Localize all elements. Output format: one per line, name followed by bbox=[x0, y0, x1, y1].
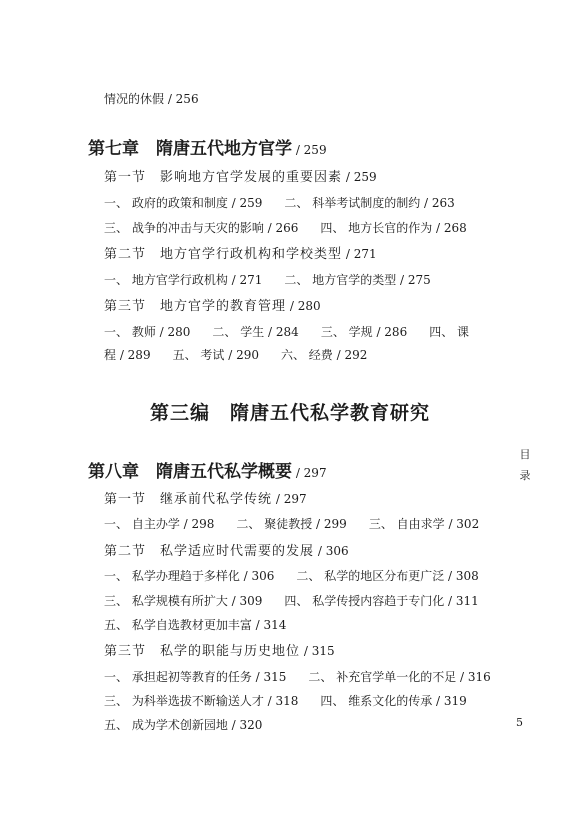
toc-entry: 三、 学规 / 286 bbox=[320, 325, 408, 339]
toc-entry: 一、 承担起初等教育的任务 / 315 bbox=[104, 670, 287, 684]
page-ref: / 271 bbox=[342, 247, 377, 261]
toc-entry: 一、 私学办理趋于多样化 / 306 bbox=[104, 569, 275, 583]
toc-entry-line bbox=[104, 323, 469, 340]
page-ref: / 280 bbox=[286, 299, 321, 313]
toc-entry-line bbox=[104, 692, 467, 709]
page-ref: / 315 bbox=[300, 644, 335, 658]
toc-entry-line bbox=[104, 515, 479, 532]
toc-entry: 一、 地方官学行政机构 / 271 bbox=[104, 273, 263, 287]
page-ref: / 259 bbox=[342, 170, 377, 184]
section-title: 第三节 私学的职能与历史地位 bbox=[104, 644, 301, 659]
chapter-title: 第七章 隋唐五代地方官学 bbox=[88, 139, 292, 159]
section-heading bbox=[104, 640, 335, 659]
section-heading bbox=[104, 295, 321, 314]
toc-entry: 二、 学生 / 284 bbox=[212, 325, 299, 339]
page-number: 5 bbox=[516, 716, 523, 729]
section-title: 第二节 地方官学行政机构和学校类型 bbox=[104, 247, 343, 262]
toc-entry: 五、 私学自选教材更加丰富 / 314 bbox=[104, 618, 287, 632]
toc-entry-line bbox=[104, 194, 455, 211]
toc-entry: 三、 为科举选拔不断输送人才 / 318 bbox=[104, 694, 299, 708]
toc-entry: 四、 私学传授内容趋于专门化 / 311 bbox=[284, 594, 479, 608]
margin-section-label bbox=[518, 444, 532, 486]
chapter-heading bbox=[88, 134, 327, 159]
section-title: 第一节 影响地方官学发展的重要因素 bbox=[104, 170, 343, 185]
toc-entry: 四、 地方长官的作为 / 268 bbox=[320, 221, 467, 235]
toc-entry: 二、 科举考试制度的制约 / 263 bbox=[284, 196, 455, 210]
toc-entry: 一、 教师 / 280 bbox=[104, 325, 191, 339]
section-heading bbox=[104, 166, 377, 185]
toc-entry-line bbox=[104, 346, 367, 363]
chapter-heading bbox=[88, 457, 327, 482]
page-ref: / 259 bbox=[292, 143, 327, 157]
chapter-title: 第八章 隋唐五代私学概要 bbox=[88, 462, 292, 482]
section-title: 第一节 继承前代私学传统 bbox=[104, 492, 273, 507]
section-title: 第二节 私学适应时代需要的发展 bbox=[104, 544, 315, 559]
toc-entry: 程 / 289 bbox=[104, 348, 151, 362]
toc-entry-line bbox=[104, 567, 479, 584]
toc-entry: 三、 自由求学 / 302 bbox=[368, 517, 480, 531]
toc-entry-line bbox=[104, 219, 467, 236]
toc-entry: 四、 维系文化的传承 / 319 bbox=[320, 694, 467, 708]
toc-entry-line bbox=[104, 271, 431, 288]
section-title: 第三节 地方官学的教育管理 bbox=[104, 299, 287, 314]
page-ref: / 306 bbox=[314, 544, 349, 558]
toc-entry: 五、 考试 / 290 bbox=[172, 348, 259, 362]
toc-entry: 三、 私学规模有所扩大 / 309 bbox=[104, 594, 263, 608]
page-ref: / 297 bbox=[272, 492, 307, 506]
section-heading bbox=[104, 488, 307, 507]
toc-entry-line bbox=[104, 592, 479, 609]
margin-label-char: 录 bbox=[519, 469, 531, 482]
page-ref: / 297 bbox=[292, 466, 327, 480]
toc-entry: 一、 自主办学 / 298 bbox=[104, 517, 215, 531]
toc-entry: 六、 经费 / 292 bbox=[280, 348, 368, 362]
toc-entry: 四、 课 bbox=[429, 325, 470, 339]
toc-entry: 一、 政府的政策和制度 / 259 bbox=[104, 196, 263, 210]
section-heading bbox=[104, 243, 377, 262]
toc-entry: 情况的休假 / 256 bbox=[104, 92, 199, 106]
toc-entry: 二、 私学的地区分布更广泛 / 308 bbox=[296, 569, 479, 583]
toc-entry: 二、 聚徒教授 / 299 bbox=[236, 517, 347, 531]
margin-label-char: 目 bbox=[519, 448, 531, 461]
toc-entry: 三、 战争的冲击与天灾的影响 / 266 bbox=[104, 221, 299, 235]
toc-entry: 二、 补充官学单一化的不足 / 316 bbox=[308, 670, 491, 684]
part-title: 第三编 隋唐五代私学教育研究 bbox=[150, 402, 431, 424]
toc-entry-line bbox=[104, 668, 491, 685]
toc-entry: 五、 成为学术创新园地 / 320 bbox=[104, 718, 263, 732]
toc-entry: 二、 地方官学的类型 / 275 bbox=[284, 273, 431, 287]
section-heading bbox=[104, 540, 349, 559]
